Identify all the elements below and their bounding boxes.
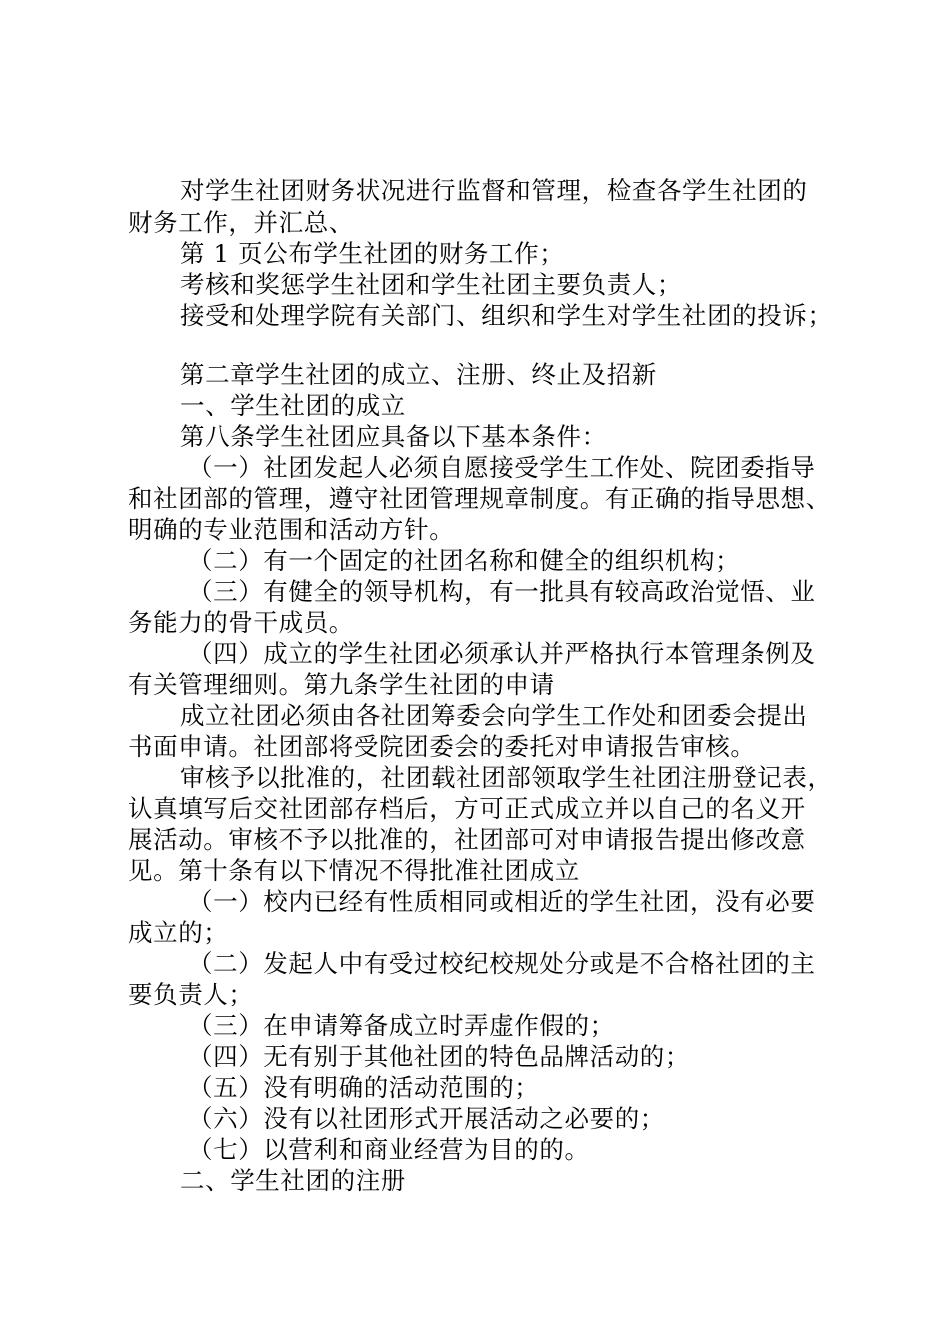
paragraph-line: 展活动。审核不予以批准的，社团部可对申请报告提出修改意	[128, 825, 806, 854]
paragraph-line: 认真填写后交社团部存档后，方可正式成立并以自己的名义开	[128, 794, 806, 823]
chapter-heading: 第二章学生社团的成立、注册、终止及招新	[180, 360, 657, 389]
paragraph-line: （四）无有别于其他社团的特色品牌活动的；	[188, 1042, 690, 1071]
paragraph-line: 务能力的骨干成员。	[128, 608, 354, 637]
paragraph-line: 要负责人；	[128, 980, 254, 1009]
paragraph-line: （三）在申请筹备成立时弄虚作假的；	[188, 1011, 615, 1040]
paragraph-line: （二）发起人中有受过校纪校规处分或是不合格社团的主	[188, 949, 816, 978]
paragraph-line: 成立的；	[128, 918, 229, 947]
paragraph-line: （一）社团发起人必须自愿接受学生工作处、院团委指导	[188, 453, 816, 482]
paragraph-line: 成立社团必须由各社团筹委会向学生工作处和团委会提出	[180, 701, 808, 730]
paragraph-line: 见。第十条有以下情况不得批准社团成立	[128, 856, 580, 885]
paragraph-line: 书面申请。社团部将受院团委会的委托对申请报告审核。	[128, 732, 756, 761]
paragraph-line: 接受和处理学院有关部门、组织和学生对学生社团的投诉；	[180, 301, 833, 330]
paragraph-line: 第八条学生社团应具备以下基本条件：	[180, 422, 607, 451]
paragraph-line: （三）有健全的领导机构，有一批具有较高政治觉悟、业	[188, 577, 816, 606]
paragraph-line: （六）没有以社团形式开展活动之必要的；	[188, 1104, 665, 1133]
paragraph-line: （四）成立的学生社团必须承认并严格执行本管理条例及	[188, 639, 816, 668]
paragraph-line: 考核和奖惩学生社团和学生社团主要负责人；	[180, 270, 682, 299]
paragraph-line: 明确的专业范围和活动方针。	[128, 515, 455, 544]
paragraph-line: （五）没有明确的活动范围的；	[188, 1073, 540, 1102]
paragraph-line: 审核予以批准的，社团载社团部领取学生社团注册登记表，	[180, 763, 833, 792]
paragraph-line: 财务工作，并汇总、	[128, 208, 354, 237]
paragraph-line: 第 1 页公布学生社团的财务工作；	[180, 239, 565, 268]
section-heading: 二、学生社团的注册	[180, 1166, 406, 1195]
section-heading: 一、学生社团的成立	[180, 391, 406, 420]
paragraph-line: 和社团部的管理，遵守社团管理规章制度。有正确的指导思想、	[128, 484, 831, 513]
paragraph-line: （二）有一个固定的社团名称和健全的组织机构；	[188, 546, 741, 575]
paragraph-line: （七）以营利和商业经营为目的的。	[188, 1135, 590, 1164]
paragraph-line: 对学生社团财务状况进行监督和管理，检查各学生社团的	[180, 176, 808, 205]
paragraph-line: 有关管理细则。第九条学生社团的申请	[128, 670, 555, 699]
paragraph-line: （一）校内已经有性质相同或相近的学生社团，没有必要	[188, 887, 816, 916]
